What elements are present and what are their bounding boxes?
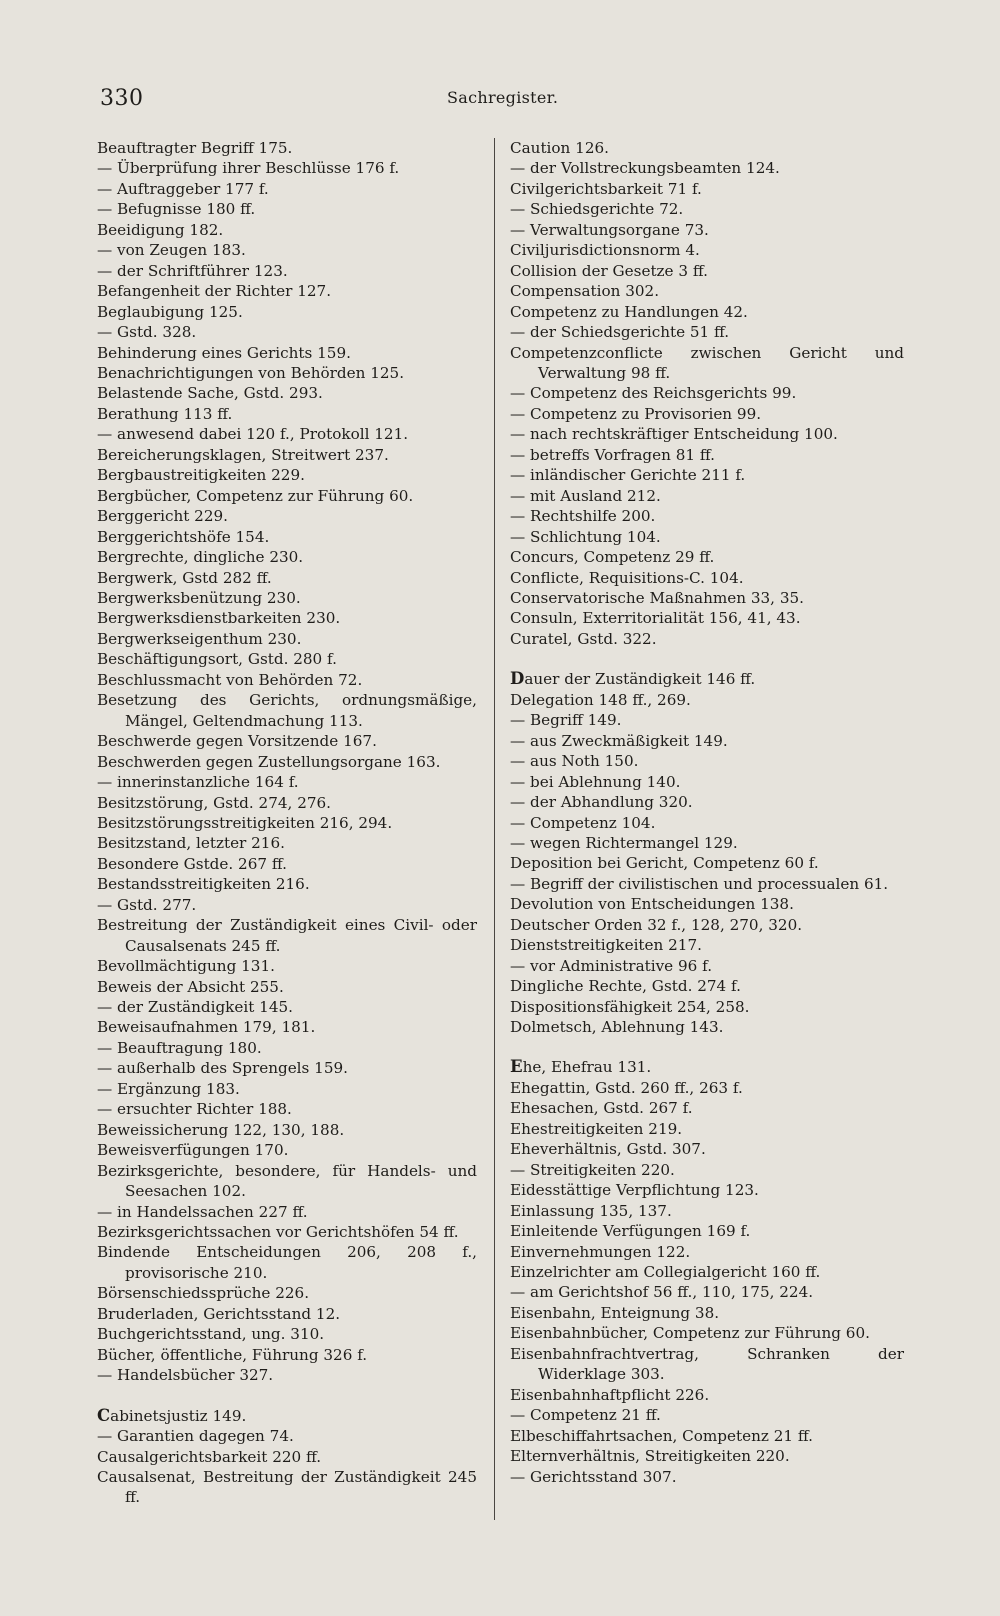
index-entry: Competenz zu Handlungen 42. [510,302,748,321]
index-entry: Dolmetsch, Ablehnung 143. [510,1018,724,1037]
index-column-left [97,138,477,1508]
column-divider [494,138,495,1520]
index-entry: Berathung 113 ff. [97,404,233,423]
index-entry: Bestreitung der Zuständigkeit eines Civil- oder Causalsenats 245 ff. [97,916,477,955]
index-entry: Eidesstättige Verpflichtung 123. [510,1181,759,1200]
index-entry: Caution 126. [510,139,609,157]
index-entry: Beweisaufnahmen 179, 181. [97,1018,316,1037]
index-entry: Bruderladen, Gerichtsstand 12. [97,1304,341,1323]
index-entry: Bergwerksbenützung 230. [97,588,301,607]
index-entry: — betreffs Vorfragen 81 ff. [510,445,715,464]
index-entry: — wegen Richtermangel 129. [510,833,738,852]
index-entry: Bergbaustreitigkeiten 229. [97,466,305,485]
index-entry: — von Zeugen 183. [97,241,246,260]
index-entry: Bestandsstreitigkeiten 216. [97,875,310,894]
index-entry: Bezirksgerichtssachen vor Gerichtshöfen 54 ff. [97,1223,459,1242]
index-entry: — Schiedsgerichte 72. [510,200,684,219]
index-column-right [510,138,904,1487]
index-entry: Dauer der Zuständigkeit 146 ff. [510,669,756,689]
index-entry: Dingliche Rechte, Gstd. 274 f. [510,977,741,996]
index-entry: Ehesachen, Gstd. 267 f. [510,1099,693,1118]
index-entry: Devolution von Entscheidungen 138. [510,895,794,914]
index-entry: Causalsenat, Bestreitung der Zuständigkeit 245 ff. [97,1468,477,1507]
index-entry: Besetzung des Gerichts, ordnungsmäßige, Mängel, Geltendmachung 113. [97,691,477,730]
index-entry: Dispositionsfähigkeit 254, 258. [510,997,750,1016]
index-entry: Einlassung 135, 137. [510,1201,672,1220]
index-entry: Civilgerichtsbarkeit 71 f. [510,179,702,198]
index-entry: — Competenz des Reichsgerichts 99. [510,384,797,403]
index-entry: Beeidigung 182. [97,220,224,239]
index-entry: Bergwerkseigenthum 230. [97,629,302,648]
index-entry: Besitzstörung, Gstd. 274, 276. [97,793,332,812]
index-entry: — Gstd. 328. [97,323,197,342]
index-entry: Ehegattin, Gstd. 260 ff., 263 f. [510,1078,743,1097]
index-entry: Eisenbahnbücher, Competenz zur Führung 60. [510,1324,870,1343]
index-entry: — Befugnisse 180 ff. [97,200,256,219]
section-initial: C [97,1405,111,1425]
index-entry: — bei Ablehnung 140. [510,772,681,791]
index-entry: Beweis der Absicht 255. [97,977,284,996]
index-entry: — inländischer Gerichte 211 f. [510,466,746,485]
index-entry: Bergwerk, Gstd 282 ff. [97,568,272,587]
index-entry: — Begriff 149. [510,711,622,730]
index-entry: Bindende Entscheidungen 206, 208 f., provisorische 210. [97,1243,477,1282]
index-entry: Besitzstörungsstreitigkeiten 216, 294. [97,813,393,832]
index-entry: — Garantien dagegen 74. [97,1427,294,1446]
index-entry: Benachrichtigungen von Behörden 125. [97,363,405,382]
index-entry: — der Schiedsgerichte 51 ff. [510,323,730,342]
index-entry: Beglaubigung 125. [97,302,243,321]
index-entry: Börsenschiedssprüche 226. [97,1284,310,1303]
index-entry: — Gstd. 277. [97,895,197,914]
index-entry: Bergrechte, dingliche 230. [97,548,304,567]
index-entry: Behinderung eines Gerichts 159. [97,343,351,362]
index-entry: Beschlussmacht von Behörden 72. [97,670,363,689]
index-entry: Bezirksgerichte, besondere, für Handels- und Seesachen 102. [97,1161,477,1201]
index-entry: — Schlichtung 104. [510,527,661,546]
index-entry: Consuln, Exterritorialität 156, 41, 43. [510,609,801,628]
index-entry: Beschwerde gegen Vorsitzende 167. [97,732,377,751]
index-entry: Eisenbahnfrachtvertrag, Schranken der Widerklage 303. [510,1344,904,1384]
index-entry: — vor Administrative 96 f. [510,956,713,975]
index-entry: Causalgerichtsbarkeit 220 ff. [97,1447,322,1466]
section-initial: D [510,669,525,689]
index-entry: Elternverhältnis, Streitigkeiten 220. [510,1447,790,1466]
index-entry: Civiljurisdictionsnorm 4. [510,241,700,260]
index-entry: — außerhalb des Sprengels 159. [97,1059,348,1078]
index-entry: Berggericht 229. [97,507,228,526]
index-entry: Besondere Gstde. 267 ff. [97,854,287,873]
index-entry: Beweisverfügungen 170. [97,1141,289,1160]
index-entry: — in Handelssachen 227 ff. [97,1202,308,1221]
page-number: 330 [100,86,144,111]
index-entry: — Überprüfung ihrer Beschlüsse 176 f. [97,159,400,178]
index-entry: Eisenbahnhaftpflicht 226. [510,1385,710,1404]
index-entry: Dienststreitigkeiten 217. [510,936,702,955]
index-entry: Deposition bei Gericht, Competenz 60 f. [510,854,819,873]
index-entry: Beschwerden gegen Zustellungsorgane 163. [97,752,441,771]
index-entry: — aus Noth 150. [510,752,639,771]
index-entry: — der Abhandlung 320. [510,793,693,812]
index-entry: Einzelrichter am Collegialgericht 160 ff. [510,1263,821,1282]
index-entry: Curatel, Gstd. 322. [510,629,657,648]
index-entry: Bereicherungsklagen, Streitwert 237. [97,445,389,464]
index-entry: — anwesend dabei 120 f., Protokoll 121. [97,425,409,444]
index-entry: — Begriff der civilistischen und processualen 61. [510,874,889,893]
index-entry: Bergbücher, Competenz zur Führung 60. [97,486,414,505]
index-entry: — Handelsbücher 327. [97,1366,274,1385]
index-entry: Besitzstand, letzter 216. [97,834,285,853]
index-entry: — Competenz 104. [510,813,656,832]
index-entry: Compensation 302. [510,282,660,301]
index-entry: Befangenheit der Richter 127. [97,282,332,301]
index-entry: Buchgerichtsstand, ung. 310. [97,1325,325,1344]
index-entry: Deutscher Orden 32 f., 128, 270, 320. [510,915,803,934]
index-entry: — mit Ausland 212. [510,486,661,505]
index-entry: Delegation 148 ff., 269. [510,690,691,709]
index-entry: Competenzconflicte zwischen Gericht und Verwaltung 98 ff. [510,343,904,382]
index-entry: Beweissicherung 122, 130, 188. [97,1120,345,1139]
index-entry: Conservatorische Maßnahmen 33, 35. [510,588,804,607]
index-entry: Eisenbahn, Enteignung 38. [510,1303,720,1322]
index-entry: Bergwerksdienstbarkeiten 230. [97,609,341,628]
index-entry: — Competenz 21 ff. [510,1406,661,1425]
index-entry: — innerinstanzliche 164 f. [97,773,299,792]
index-entry: — Streitigkeiten 220. [510,1160,675,1179]
index-entry: Berggerichtshöfe 154. [97,527,270,546]
section-initial: E [510,1057,523,1077]
index-entry: Eheverhältnis, Gstd. 307. [510,1140,706,1159]
index-entry: Ehe, Ehefrau 131. [510,1057,652,1077]
index-entry: Einvernehmungen 122. [510,1242,691,1261]
running-title: Sachregister. [447,88,559,107]
index-entry: Einleitende Verfügungen 169 f. [510,1222,751,1241]
index-entry: — Gerichtsstand 307. [510,1467,677,1486]
index-entry: — nach rechtskräftiger Entscheidung 100. [510,425,838,444]
index-entry: Conflicte, Requisitions-C. 104. [510,568,744,587]
index-entry: — am Gerichtshof 56 ff., 110, 175, 224. [510,1283,814,1302]
index-entry: Belastende Sache, Gstd. 293. [97,384,323,403]
index-entry: — Verwaltungsorgane 73. [510,220,709,239]
index-entry: Cabinetsjustiz 149. [97,1405,247,1425]
index-entry: Concurs, Competenz 29 ff. [510,548,715,567]
index-entry: Beauftragter Begriff 175. [97,139,293,157]
index-entry: — Ergänzung 183. [97,1079,240,1098]
index-entry: — der Zuständigkeit 145. [97,998,293,1017]
index-entry: — ersuchter Richter 188. [97,1100,292,1119]
index-entry: — Rechtshilfe 200. [510,507,656,526]
index-entry: — der Vollstreckungsbeamten 124. [510,159,780,178]
index-entry: — aus Zweckmäßigkeit 149. [510,731,728,750]
index-entry: Ehestreitigkeiten 219. [510,1119,683,1138]
index-entry: — Auftraggeber 177 f. [97,179,269,198]
index-entry: Beschäftigungsort, Gstd. 280 f. [97,650,337,669]
index-entry: — der Schriftführer 123. [97,261,288,280]
index-entry: Bevollmächtigung 131. [97,957,275,976]
index-entry: Elbeschiffahrtsachen, Competenz 21 ff. [510,1426,813,1445]
index-entry: Bücher, öffentliche, Führung 326 f. [97,1345,368,1364]
index-entry: — Beauftragung 180. [97,1038,262,1057]
index-entry: Collision der Gesetze 3 ff. [510,261,708,280]
index-entry: — Competenz zu Provisorien 99. [510,404,762,423]
